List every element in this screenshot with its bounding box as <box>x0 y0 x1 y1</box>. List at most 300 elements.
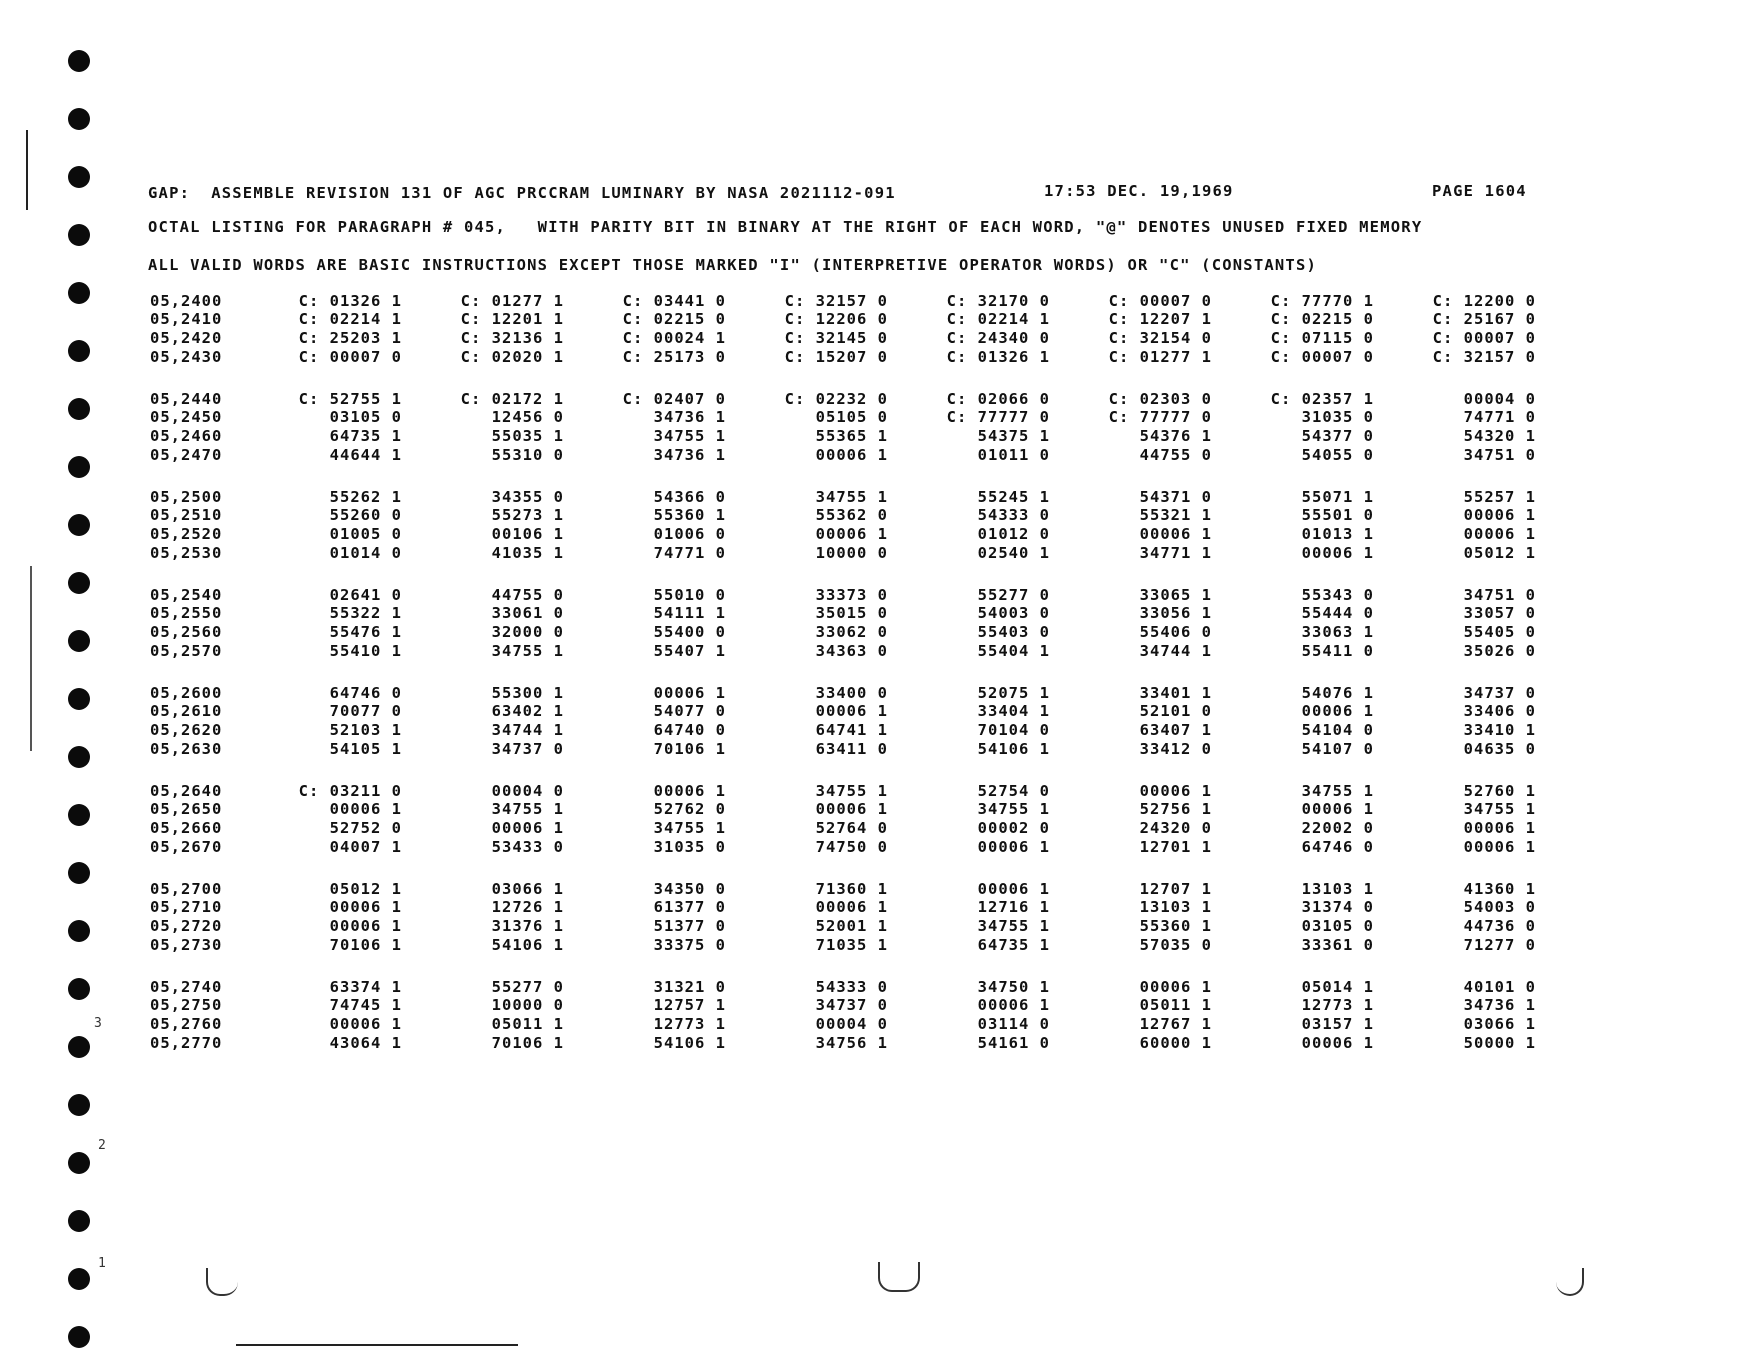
octal-word: 34744 1 <box>1139 642 1212 660</box>
octal-word: 64740 0 <box>653 721 726 739</box>
octal-word: 54161 0 <box>977 1034 1050 1052</box>
octal-word: C: 12207 1 <box>1108 310 1212 328</box>
octal-word: 71360 1 <box>815 880 888 898</box>
octal-word: C: 32136 1 <box>460 329 564 347</box>
octal-word: 55360 1 <box>653 506 726 524</box>
octal-word: 64735 1 <box>977 936 1050 954</box>
octal-word: 55362 0 <box>815 506 888 524</box>
octal-word: 34750 1 <box>977 978 1050 996</box>
octal-word: 00006 1 <box>329 917 402 935</box>
octal-word: 52756 1 <box>1139 800 1212 818</box>
octal-word: 52103 1 <box>329 721 402 739</box>
octal-word: 01005 0 <box>329 525 402 543</box>
octal-word: 33401 1 <box>1139 684 1212 702</box>
octal-word: 31035 0 <box>653 838 726 856</box>
octal-word: 05011 1 <box>1139 996 1212 1014</box>
octal-word: 00006 1 <box>815 525 888 543</box>
octal-word: 71035 1 <box>815 936 888 954</box>
punch-hole <box>68 282 90 304</box>
octal-word: 52764 0 <box>815 819 888 837</box>
octal-word: 24320 0 <box>1139 819 1212 837</box>
listing-row <box>150 408 1550 426</box>
octal-word: 64735 1 <box>329 427 402 445</box>
punch-hole <box>68 398 90 420</box>
memory-address: 05,2500 <box>150 488 223 506</box>
octal-word: 54376 1 <box>1139 427 1212 445</box>
octal-word: 12773 1 <box>1301 996 1374 1014</box>
punch-hole <box>68 224 90 246</box>
octal-word: 00006 1 <box>1139 782 1212 800</box>
octal-word: C: 25173 0 <box>622 348 726 366</box>
octal-word: 34755 1 <box>815 782 888 800</box>
octal-word: 55410 1 <box>329 642 402 660</box>
octal-word: C: 52755 1 <box>298 390 402 408</box>
octal-word: 63402 1 <box>491 702 564 720</box>
octal-word: 01011 0 <box>977 446 1050 464</box>
memory-address: 05,2720 <box>150 917 223 935</box>
listing-row <box>150 996 1550 1014</box>
octal-word: C: 02407 0 <box>622 390 726 408</box>
octal-word: 00006 1 <box>329 1015 402 1033</box>
assembly-timestamp: 17:53 DEC. 19,1969 <box>1044 182 1234 200</box>
octal-word: 31376 1 <box>491 917 564 935</box>
octal-word: 03114 0 <box>977 1015 1050 1033</box>
octal-word: 54377 0 <box>1301 427 1374 445</box>
memory-address: 05,2610 <box>150 702 223 720</box>
octal-word: C: 32145 0 <box>784 329 888 347</box>
octal-word: 33062 0 <box>815 623 888 641</box>
octal-word: 00006 1 <box>1301 702 1374 720</box>
octal-word: 12701 1 <box>1139 838 1212 856</box>
octal-word: C: 77770 1 <box>1270 292 1374 310</box>
octal-word: 00002 0 <box>977 819 1050 837</box>
memory-address: 05,2450 <box>150 408 223 426</box>
punch-hole <box>68 630 90 652</box>
octal-word: 00006 1 <box>329 800 402 818</box>
octal-word: 32000 0 <box>491 623 564 641</box>
octal-word: 52752 0 <box>329 819 402 837</box>
octal-word: 55322 1 <box>329 604 402 622</box>
octal-word: C: 02232 0 <box>784 390 888 408</box>
octal-word: 70104 0 <box>977 721 1050 739</box>
octal-word: C: 02215 0 <box>622 310 726 328</box>
octal-word: C: 02172 1 <box>460 390 564 408</box>
octal-word: 12757 1 <box>653 996 726 1014</box>
octal-word: 34751 0 <box>1463 586 1536 604</box>
octal-word: C: 00007 0 <box>1108 292 1212 310</box>
octal-word: 00006 1 <box>977 880 1050 898</box>
octal-word: 54366 0 <box>653 488 726 506</box>
octal-word: 55273 1 <box>491 506 564 524</box>
octal-word: 33361 0 <box>1301 936 1374 954</box>
octal-word: 64746 0 <box>1301 838 1374 856</box>
octal-word: 60000 1 <box>1139 1034 1212 1052</box>
octal-word: 55300 1 <box>491 684 564 702</box>
memory-address: 05,2560 <box>150 623 223 641</box>
octal-word: C: 32154 0 <box>1108 329 1212 347</box>
listing-row <box>150 427 1550 445</box>
octal-word: 52001 1 <box>815 917 888 935</box>
octal-word: 00006 1 <box>1463 506 1536 524</box>
octal-word: 34755 1 <box>491 800 564 818</box>
octal-word: 74771 0 <box>653 544 726 562</box>
octal-word: C: 32157 0 <box>784 292 888 310</box>
octal-word: 63411 0 <box>815 740 888 758</box>
punch-hole <box>68 50 90 72</box>
octal-word: 34755 1 <box>491 642 564 660</box>
octal-word: C: 77777 0 <box>1108 408 1212 426</box>
punch-hole <box>68 1152 90 1174</box>
margin-number: 3 <box>94 1016 102 1031</box>
octal-word: 12707 1 <box>1139 880 1212 898</box>
octal-word: 03105 0 <box>329 408 402 426</box>
listing-row <box>150 898 1550 916</box>
octal-word: 00006 1 <box>653 684 726 702</box>
octal-word: 33400 0 <box>815 684 888 702</box>
octal-word: 31035 0 <box>1301 408 1374 426</box>
octal-word: 31374 0 <box>1301 898 1374 916</box>
octal-word: C: 01277 1 <box>1108 348 1212 366</box>
octal-word: 44755 0 <box>491 586 564 604</box>
listing-row <box>150 1015 1550 1033</box>
octal-word: 00006 1 <box>977 996 1050 1014</box>
octal-word: 70106 1 <box>491 1034 564 1052</box>
memory-address: 05,2670 <box>150 838 223 856</box>
listing-row <box>150 586 1550 604</box>
memory-address: 05,2740 <box>150 978 223 996</box>
memory-address: 05,2760 <box>150 1015 223 1033</box>
octal-word: 05011 1 <box>491 1015 564 1033</box>
octal-word: 54003 0 <box>1463 898 1536 916</box>
listing-header <box>148 184 1548 208</box>
octal-word: 57035 0 <box>1139 936 1212 954</box>
octal-word: 33373 0 <box>815 586 888 604</box>
memory-address: 05,2400 <box>150 292 223 310</box>
octal-word: C: 03211 0 <box>298 782 402 800</box>
octal-word: 34350 0 <box>653 880 726 898</box>
octal-word: 04635 0 <box>1463 740 1536 758</box>
listing-row <box>150 721 1550 739</box>
octal-word: 12767 1 <box>1139 1015 1212 1033</box>
octal-word: 33061 0 <box>491 604 564 622</box>
octal-word: 00006 1 <box>491 819 564 837</box>
listing-row <box>150 390 1550 408</box>
octal-word: 53433 0 <box>491 838 564 856</box>
listing-row <box>150 684 1550 702</box>
memory-address: 05,2550 <box>150 604 223 622</box>
octal-word: 54055 0 <box>1301 446 1374 464</box>
memory-address: 05,2730 <box>150 936 223 954</box>
punch-hole <box>68 1268 90 1290</box>
octal-word: 43064 1 <box>329 1034 402 1052</box>
listing-row <box>150 544 1550 562</box>
octal-word: 34755 1 <box>1301 782 1374 800</box>
memory-address: 05,2620 <box>150 721 223 739</box>
punch-hole <box>68 1210 90 1232</box>
octal-word: 63374 1 <box>329 978 402 996</box>
listing-row <box>150 702 1550 720</box>
octal-word: 54104 0 <box>1301 721 1374 739</box>
octal-word: 34771 1 <box>1139 544 1212 562</box>
octal-word: 22002 0 <box>1301 819 1374 837</box>
memory-address: 05,2430 <box>150 348 223 366</box>
octal-word: 54106 1 <box>653 1034 726 1052</box>
octal-word: 05012 1 <box>329 880 402 898</box>
octal-word: 55501 0 <box>1301 506 1374 524</box>
octal-word: C: 15207 0 <box>784 348 888 366</box>
octal-word: 00006 1 <box>815 898 888 916</box>
octal-word: 03157 1 <box>1301 1015 1374 1033</box>
octal-word: 00006 1 <box>815 446 888 464</box>
punch-hole <box>68 804 90 826</box>
octal-word: 01014 0 <box>329 544 402 562</box>
octal-word: 12773 1 <box>653 1015 726 1033</box>
assembly-title: GAP: ASSEMBLE REVISION 131 OF AGC PRCCRAM LUMINARY BY NASA 2021112-091 <box>148 184 896 202</box>
octal-word: 00004 0 <box>1463 390 1536 408</box>
listing-legend: ALL VALID WORDS ARE BASIC INSTRUCTIONS EXCEPT THOSE MARKED "I" (INTERPRETIVE OPERATOR WORDS) OR "C" (CONSTANTS) <box>148 256 1318 274</box>
memory-address: 05,2460 <box>150 427 223 445</box>
octal-word: C: 01326 1 <box>946 348 1050 366</box>
octal-word: 55071 1 <box>1301 488 1374 506</box>
punch-hole <box>68 1326 90 1348</box>
octal-word: 02641 0 <box>329 586 402 604</box>
octal-word: 31321 0 <box>653 978 726 996</box>
octal-word: 00006 1 <box>1463 819 1536 837</box>
octal-word: 00004 0 <box>815 1015 888 1033</box>
listing-row <box>150 348 1550 366</box>
octal-word: 55405 0 <box>1463 623 1536 641</box>
listing-row <box>150 623 1550 641</box>
octal-word: 01013 1 <box>1301 525 1374 543</box>
octal-word: 34744 1 <box>491 721 564 739</box>
octal-word: 13103 1 <box>1301 880 1374 898</box>
listing-row <box>150 310 1550 328</box>
octal-word: 00006 1 <box>1301 1034 1374 1052</box>
octal-word: C: 01326 1 <box>298 292 402 310</box>
octal-word: 54106 1 <box>977 740 1050 758</box>
memory-address: 05,2540 <box>150 586 223 604</box>
octal-word: C: 25203 1 <box>298 329 402 347</box>
octal-word: C: 03441 0 <box>622 292 726 310</box>
octal-word: 00006 1 <box>653 782 726 800</box>
octal-word: C: 12201 1 <box>460 310 564 328</box>
memory-address: 05,2750 <box>150 996 223 1014</box>
punch-hole <box>68 1036 90 1058</box>
octal-word: 55277 0 <box>491 978 564 996</box>
octal-word: C: 12200 0 <box>1432 292 1536 310</box>
memory-address: 05,2420 <box>150 329 223 347</box>
memory-address: 05,2650 <box>150 800 223 818</box>
listing-row <box>150 978 1550 996</box>
octal-word: 55257 1 <box>1463 488 1536 506</box>
octal-word: 41360 1 <box>1463 880 1536 898</box>
octal-word: 55365 1 <box>815 427 888 445</box>
octal-word: 34737 0 <box>491 740 564 758</box>
margin-number: 1 <box>98 1256 106 1271</box>
octal-word: 33410 1 <box>1463 721 1536 739</box>
octal-word: 00106 1 <box>491 525 564 543</box>
octal-word: C: 02303 0 <box>1108 390 1212 408</box>
punch-hole <box>68 1094 90 1116</box>
octal-word: 33056 1 <box>1139 604 1212 622</box>
listing-row <box>150 936 1550 954</box>
octal-word: 00006 1 <box>1463 525 1536 543</box>
octal-word: 00006 1 <box>1463 838 1536 856</box>
octal-word: 34363 0 <box>815 642 888 660</box>
punch-hole <box>68 166 90 188</box>
octal-word: 50000 1 <box>1463 1034 1536 1052</box>
octal-word: C: 77777 0 <box>946 408 1050 426</box>
punch-hole <box>68 340 90 362</box>
memory-address: 05,2710 <box>150 898 223 916</box>
octal-word: 55035 1 <box>491 427 564 445</box>
octal-word: C: 01277 1 <box>460 292 564 310</box>
octal-word: 10000 0 <box>815 544 888 562</box>
listing-row <box>150 740 1550 758</box>
octal-word: 05014 1 <box>1301 978 1374 996</box>
octal-word: 34736 1 <box>653 408 726 426</box>
octal-word: C: 02066 0 <box>946 390 1050 408</box>
octal-word: 44736 0 <box>1463 917 1536 935</box>
octal-word: 55310 0 <box>491 446 564 464</box>
octal-word: 33063 1 <box>1301 623 1374 641</box>
octal-word: 00006 1 <box>815 702 888 720</box>
octal-word: 12716 1 <box>977 898 1050 916</box>
octal-word: 52101 0 <box>1139 702 1212 720</box>
page-number: PAGE 1604 <box>1432 182 1527 200</box>
memory-address: 05,2520 <box>150 525 223 543</box>
memory-address: 05,2770 <box>150 1034 223 1052</box>
octal-word: 54077 0 <box>653 702 726 720</box>
octal-word: 70077 0 <box>329 702 402 720</box>
octal-word: 54371 0 <box>1139 488 1212 506</box>
listing-row <box>150 525 1550 543</box>
octal-word: C: 00024 1 <box>622 329 726 347</box>
octal-word: 00006 1 <box>1139 525 1212 543</box>
octal-word: 55476 1 <box>329 623 402 641</box>
octal-word: 74750 0 <box>815 838 888 856</box>
octal-word: 03066 1 <box>491 880 564 898</box>
octal-word: 54076 1 <box>1301 684 1374 702</box>
punch-hole <box>68 514 90 536</box>
octal-word: 33375 0 <box>653 936 726 954</box>
listing-row <box>150 800 1550 818</box>
octal-word: C: 00007 0 <box>1270 348 1374 366</box>
octal-word: 70106 1 <box>653 740 726 758</box>
page-curl-mark <box>878 1262 920 1292</box>
listing-row <box>150 917 1550 935</box>
octal-word: 03105 0 <box>1301 917 1374 935</box>
punch-hole <box>68 862 90 884</box>
octal-word: 55403 0 <box>977 623 1050 641</box>
octal-word: 05012 1 <box>1463 544 1536 562</box>
octal-word: 55321 1 <box>1139 506 1212 524</box>
memory-address: 05,2410 <box>150 310 223 328</box>
octal-word: 12456 0 <box>491 408 564 426</box>
octal-word: 55406 0 <box>1139 623 1212 641</box>
octal-word: 55404 1 <box>977 642 1050 660</box>
listing-row <box>150 782 1550 800</box>
octal-word: 12726 1 <box>491 898 564 916</box>
octal-word: 54105 1 <box>329 740 402 758</box>
octal-word: 33412 0 <box>1139 740 1212 758</box>
octal-word: C: 32157 0 <box>1432 348 1536 366</box>
octal-word: 00006 1 <box>329 898 402 916</box>
octal-word: 01006 0 <box>653 525 726 543</box>
octal-word: 05105 0 <box>815 408 888 426</box>
octal-word: 55411 0 <box>1301 642 1374 660</box>
octal-word: 71277 0 <box>1463 936 1536 954</box>
octal-word: 34755 1 <box>977 917 1050 935</box>
memory-address: 05,2600 <box>150 684 223 702</box>
octal-word: 40101 0 <box>1463 978 1536 996</box>
octal-word: 34737 0 <box>1463 684 1536 702</box>
octal-word: 10000 0 <box>491 996 564 1014</box>
octal-word: 55277 0 <box>977 586 1050 604</box>
octal-word: 54106 1 <box>491 936 564 954</box>
octal-word: 55343 0 <box>1301 586 1374 604</box>
octal-word: 35026 0 <box>1463 642 1536 660</box>
octal-word: 54333 0 <box>815 978 888 996</box>
octal-word: C: 02215 0 <box>1270 310 1374 328</box>
octal-word: 00004 0 <box>491 782 564 800</box>
listing-row <box>150 838 1550 856</box>
memory-address: 05,2570 <box>150 642 223 660</box>
octal-word: 44755 0 <box>1139 446 1212 464</box>
listing-row <box>150 488 1550 506</box>
octal-word: 70106 1 <box>329 936 402 954</box>
page-curl-mark <box>1556 1268 1584 1296</box>
octal-word: 01012 0 <box>977 525 1050 543</box>
octal-word: 74745 1 <box>329 996 402 1014</box>
memory-address: 05,2470 <box>150 446 223 464</box>
octal-word: 35015 0 <box>815 604 888 622</box>
octal-word: 34755 1 <box>653 819 726 837</box>
listing-row <box>150 642 1550 660</box>
punch-hole <box>68 746 90 768</box>
octal-word: C: 02020 1 <box>460 348 564 366</box>
octal-word: C: 24340 0 <box>946 329 1050 347</box>
octal-word: C: 32170 0 <box>946 292 1050 310</box>
octal-word: 74771 0 <box>1463 408 1536 426</box>
listing-row <box>150 329 1550 347</box>
octal-word: 13103 1 <box>1139 898 1212 916</box>
octal-word: C: 02214 1 <box>946 310 1050 328</box>
punch-hole <box>68 920 90 942</box>
octal-word: 00006 1 <box>977 838 1050 856</box>
margin-scan-line <box>26 130 28 210</box>
octal-word: 55400 0 <box>653 623 726 641</box>
octal-word: 34736 1 <box>653 446 726 464</box>
octal-word: 54111 1 <box>653 604 726 622</box>
octal-word: 52075 1 <box>977 684 1050 702</box>
punch-hole <box>68 108 90 130</box>
punch-hole <box>68 456 90 478</box>
octal-word: 54375 1 <box>977 427 1050 445</box>
octal-word: 02540 1 <box>977 544 1050 562</box>
octal-word: 33057 0 <box>1463 604 1536 622</box>
octal-word: 00006 1 <box>1301 544 1374 562</box>
listing-row <box>150 506 1550 524</box>
octal-word: C: 02357 1 <box>1270 390 1374 408</box>
listing-row <box>150 1034 1550 1052</box>
octal-word: 51377 0 <box>653 917 726 935</box>
octal-word: 00006 1 <box>1301 800 1374 818</box>
octal-word: 41035 1 <box>491 544 564 562</box>
octal-word: 55262 1 <box>329 488 402 506</box>
octal-word: 00006 1 <box>815 800 888 818</box>
memory-address: 05,2630 <box>150 740 223 758</box>
